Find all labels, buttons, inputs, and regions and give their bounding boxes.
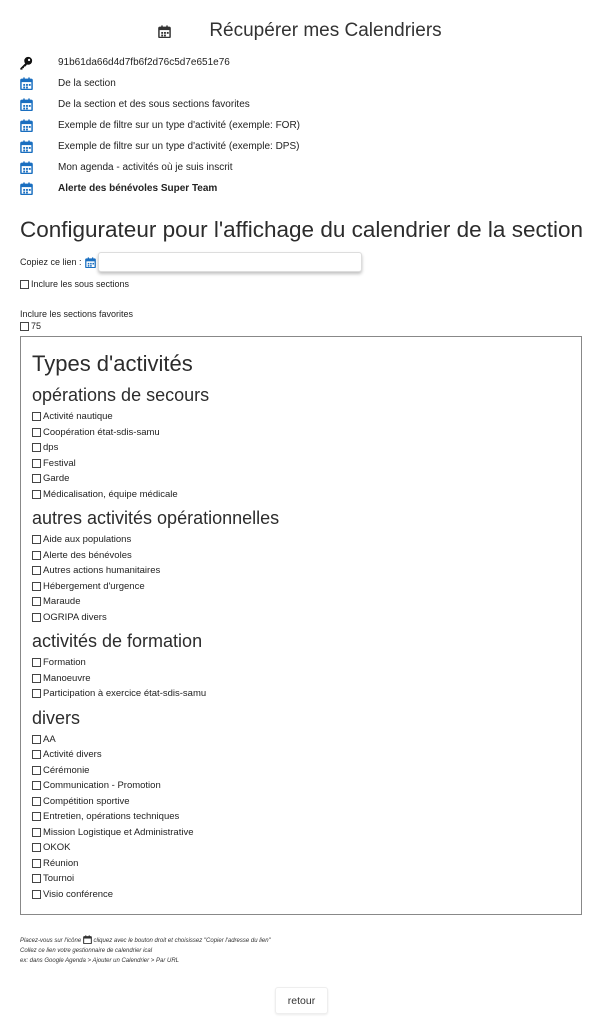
footer-line1a: Placez-vous sur l'icône	[20, 938, 82, 944]
favorite-section-label: 75	[31, 321, 42, 331]
category-title: activités de formation	[32, 631, 203, 651]
checkbox[interactable]	[32, 428, 41, 437]
checkbox[interactable]	[20, 322, 29, 331]
copy-link-row	[20, 252, 362, 272]
category-title: opérations de secours	[32, 385, 210, 405]
category-title: autres activités opérationnelles	[32, 508, 280, 528]
checkbox[interactable]	[32, 843, 41, 852]
checkbox[interactable]	[32, 658, 41, 667]
activity-type-checkbox[interactable]	[32, 887, 279, 903]
activity-type-label: Aide aux populations	[43, 534, 132, 546]
link-label: Exemple de filtre sur un type d'activité (exemple: DPS)	[58, 141, 300, 152]
checkbox[interactable]	[32, 797, 41, 806]
activity-type-label: Autres actions humanitaires	[43, 565, 161, 577]
activity-type-label: Hébergement d'urgence	[43, 580, 145, 592]
checkbox[interactable]	[32, 474, 41, 483]
checkbox[interactable]	[32, 459, 41, 468]
checkbox[interactable]	[32, 674, 41, 683]
activity-type-checkbox[interactable]	[32, 686, 279, 702]
calendar-links	[19, 52, 300, 199]
activity-type-checkbox[interactable]	[32, 532, 279, 548]
activity-type-checkbox[interactable]	[32, 425, 279, 441]
activity-type-checkbox[interactable]	[32, 763, 279, 779]
link-filtre-for[interactable]	[19, 115, 300, 136]
calendar-icon[interactable]	[19, 119, 33, 133]
checkbox[interactable]	[32, 443, 41, 452]
copy-link-input[interactable]	[98, 252, 362, 272]
link-section-et-favorites[interactable]	[19, 94, 300, 115]
checkbox[interactable]	[32, 812, 41, 821]
activity-type-label: Mission Logistique et Administrative	[43, 826, 194, 838]
activity-type-label: Participation à exercice état-sdis-samu	[43, 688, 207, 700]
page-title-text: Récupérer mes Calendriers	[209, 20, 442, 41]
configurator-title: Configurateur pour l'affichage du calendrier de la section	[20, 217, 583, 242]
activity-type-label: Médicalisation, équipe médicale	[43, 488, 178, 500]
checkbox[interactable]	[32, 566, 41, 575]
category-list	[32, 532, 279, 625]
activity-type-checkbox[interactable]	[32, 440, 279, 456]
page-title	[0, 20, 600, 44]
link-label: Exemple de filtre sur un type d'activité (exemple: FOR)	[58, 120, 301, 131]
checkbox[interactable]	[32, 890, 41, 899]
activity-type-label: Alerte des bénévoles	[43, 549, 132, 561]
calendar-icon	[83, 935, 92, 944]
checkbox[interactable]	[32, 551, 41, 560]
checkbox[interactable]	[32, 828, 41, 837]
calendar-icon[interactable]	[19, 140, 33, 154]
activity-type-checkbox[interactable]	[32, 809, 279, 825]
activity-types-panel	[20, 336, 582, 915]
checkbox[interactable]	[32, 689, 41, 698]
activity-type-label: AA	[43, 733, 56, 745]
category-title: divers	[32, 707, 81, 728]
activity-type-checkbox[interactable]	[32, 487, 279, 503]
activity-type-label: Visio conférence	[43, 888, 114, 900]
activity-type-label: Réunion	[43, 857, 79, 869]
include-subsections-label: Inclure les sous sections	[31, 279, 130, 289]
calendar-icon[interactable]	[19, 77, 33, 91]
checkbox[interactable]	[32, 535, 41, 544]
checkbox[interactable]	[32, 781, 41, 790]
activity-type-checkbox[interactable]	[32, 594, 279, 610]
footer-instructions	[20, 935, 271, 966]
category-list	[32, 732, 279, 903]
favorite-section-checkbox[interactable]	[20, 321, 41, 331]
link-label: Alerte des bénévoles Super Team	[58, 183, 218, 194]
checkbox[interactable]	[32, 412, 41, 421]
link-label: De la section	[58, 78, 116, 89]
link-de-la-section[interactable]	[19, 73, 300, 94]
checkbox[interactable]	[32, 750, 41, 759]
activity-type-label: Manoeuvre	[43, 672, 91, 684]
activity-type-label: OKOK	[43, 842, 71, 854]
activity-type-label: Coopération état-sdis-samu	[43, 426, 160, 438]
activity-types-title: Types d'activités	[32, 351, 193, 376]
activity-type-label: Compétition sportive	[43, 795, 130, 807]
activity-type-checkbox[interactable]	[32, 747, 279, 763]
retour-button[interactable]: retour	[275, 987, 328, 1014]
calendar-icon[interactable]	[19, 161, 33, 175]
activity-type-checkbox[interactable]	[32, 548, 279, 564]
activity-type-label: Activité divers	[43, 749, 102, 761]
checkbox[interactable]	[32, 874, 41, 883]
calendar-icon[interactable]	[19, 182, 33, 196]
activity-type-checkbox[interactable]	[32, 871, 279, 887]
link-alerte-super-team[interactable]	[19, 178, 300, 199]
activity-type-checkbox[interactable]	[32, 732, 279, 748]
calendar-icon[interactable]	[19, 98, 33, 112]
category-list	[32, 409, 279, 502]
activity-type-checkbox[interactable]	[32, 610, 279, 626]
activity-type-checkbox[interactable]	[32, 456, 279, 472]
link-label: De la section et des sous sections favorites	[58, 99, 250, 110]
checkbox[interactable]	[32, 859, 41, 868]
checkbox[interactable]	[32, 735, 41, 744]
include-subsections-checkbox[interactable]	[20, 279, 129, 289]
checkbox[interactable]	[32, 597, 41, 606]
activity-type-checkbox[interactable]	[32, 778, 279, 794]
footer-line2: Collez ce lien votre gestionnaire de calendrier ical	[20, 948, 153, 954]
checkbox[interactable]	[32, 582, 41, 591]
activity-type-checkbox[interactable]	[32, 655, 279, 671]
activity-type-checkbox[interactable]	[32, 671, 279, 687]
activity-type-checkbox[interactable]	[32, 563, 279, 579]
link-mon-agenda[interactable]	[19, 157, 300, 178]
activity-type-checkbox[interactable]	[32, 409, 279, 425]
key-icon[interactable]	[19, 56, 33, 70]
activity-type-label: Entretien, opérations techniques	[43, 811, 180, 823]
activity-type-label: Activité nautique	[43, 411, 113, 423]
link-label: 91b61da66d4d7fb6f2d76c5d7e651e76	[58, 57, 230, 68]
calendar-icon[interactable]	[85, 257, 96, 268]
activity-type-label: dps	[43, 442, 59, 454]
activity-type-label: Garde	[43, 473, 70, 485]
calendar-icon	[158, 22, 171, 44]
footer-line1b: cliquez avec le bouton droit et choisissez "Copier l'adresse du lien"	[93, 938, 271, 944]
activity-type-checkbox[interactable]	[32, 579, 279, 595]
checkbox[interactable]	[32, 490, 41, 499]
activity-type-label: Formation	[43, 657, 86, 669]
link-filtre-dps[interactable]	[19, 136, 300, 157]
activity-type-checkbox[interactable]	[32, 825, 279, 841]
link-token[interactable]	[19, 52, 300, 73]
activity-type-label: Communication - Promotion	[43, 780, 161, 792]
favorites-label: Inclure les sections favorites	[20, 309, 134, 319]
activity-type-checkbox[interactable]	[32, 471, 279, 487]
activity-type-checkbox[interactable]	[32, 794, 279, 810]
footer-line3: ex: dans Google Agenda > Ajouter un Calendrier > Par URL	[20, 958, 179, 964]
activity-type-label: Maraude	[43, 596, 81, 608]
checkbox[interactable]	[32, 613, 41, 622]
activity-type-label: Cérémonie	[43, 764, 90, 776]
activity-type-label: OGRIPA divers	[43, 611, 107, 623]
copy-link-label: Copiez ce lien :	[20, 257, 82, 267]
activity-type-label: Festival	[43, 457, 76, 469]
activity-type-checkbox[interactable]	[32, 840, 279, 856]
link-label: Mon agenda - activités où je suis inscrit	[58, 162, 233, 173]
activity-type-label: Tournoi	[43, 873, 75, 885]
activity-type-checkbox[interactable]	[32, 856, 279, 872]
checkbox[interactable]	[20, 280, 29, 289]
category-list	[32, 655, 279, 702]
checkbox[interactable]	[32, 766, 41, 775]
